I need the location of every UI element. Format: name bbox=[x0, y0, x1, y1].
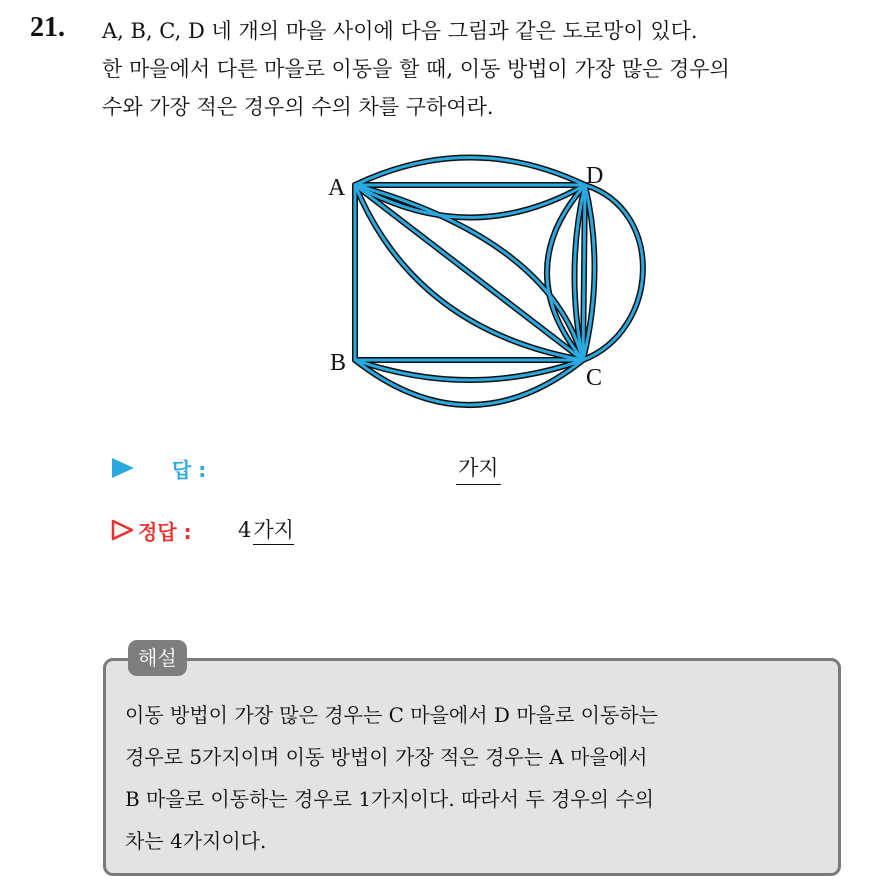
question-line: 한 마을에서 다른 마을로 이동을 할 때, 이동 방법이 가장 많은 경우의 bbox=[102, 57, 730, 81]
answer-blank[interactable]: 가지 bbox=[456, 452, 501, 485]
answer-label: 답 : bbox=[172, 458, 207, 482]
question-line: A, B, C, D 네 개의 마을 사이에 다음 그림과 같은 도로망이 있다. bbox=[102, 19, 698, 43]
correct-answer-label: 정답 : bbox=[138, 520, 192, 544]
explanation-text bbox=[125, 694, 830, 862]
explanation-line: B 마을로 이동하는 경우로 1가지이다. 따라서 두 경우의 수의 bbox=[125, 787, 654, 811]
explanation-line: 경우로 5가지이며 이동 방법이 가장 적은 경우는 A 마을에서 bbox=[125, 745, 648, 769]
explanation-line: 이동 방법이 가장 많은 경우는 C 마을에서 D 마을로 이동하는 bbox=[125, 703, 658, 727]
correct-answer-value bbox=[238, 514, 294, 544]
question-number: 21. bbox=[30, 12, 65, 43]
outline-triangle-icon bbox=[110, 518, 136, 542]
explanation-tag: 해설 bbox=[128, 640, 187, 676]
question-text bbox=[102, 12, 872, 126]
question-line: 수와 가장 적은 경우의 수의 차를 구하여라. bbox=[102, 95, 494, 119]
road-network-diagram bbox=[320, 150, 650, 420]
point-label-d: D bbox=[586, 163, 604, 189]
correct-answer-number: 4 bbox=[238, 518, 252, 542]
explanation-line: 차는 4가지이다. bbox=[125, 829, 267, 853]
point-label-b: B bbox=[330, 350, 347, 376]
road-network-svg bbox=[320, 150, 650, 420]
correct-answer-unit: 가지 bbox=[253, 518, 294, 545]
point-label-c: C bbox=[586, 365, 603, 391]
point-label-a: A bbox=[328, 175, 346, 201]
filled-triangle-icon bbox=[110, 456, 136, 480]
